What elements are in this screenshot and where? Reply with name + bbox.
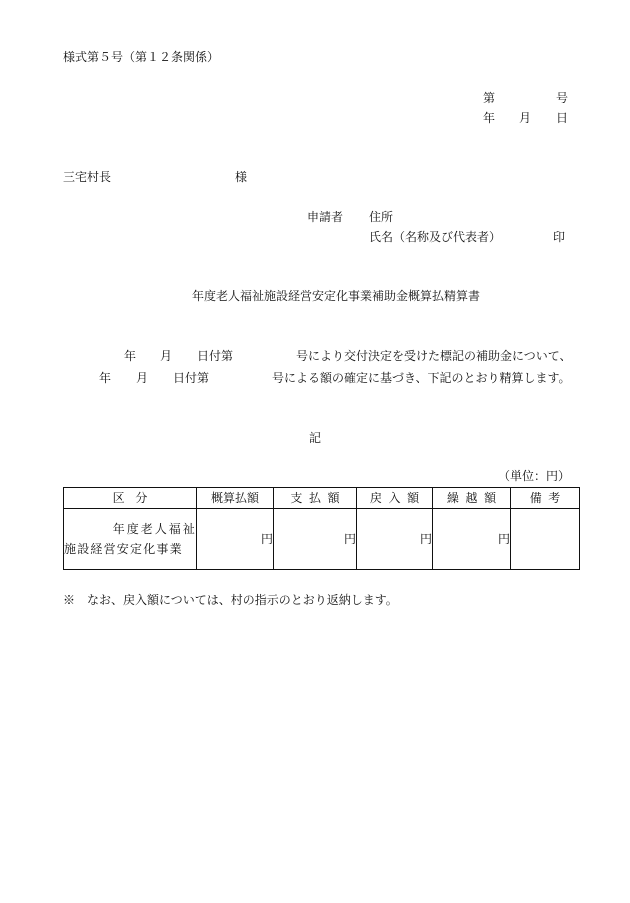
- body-line1-month: 月: [160, 349, 173, 363]
- advance-payment-amount: 円: [197, 509, 274, 570]
- body-line1-date-no: 日付第: [197, 349, 234, 363]
- doc-number-prefix: 第: [483, 91, 496, 105]
- table-header-row: [64, 488, 580, 509]
- body-line2-text: 号による額の確定に基づき、下記のとおり精算します。: [272, 371, 571, 385]
- header-refund: 戻入額: [357, 488, 433, 509]
- body-line2-month: 月: [136, 371, 149, 385]
- addressee-honorific: 様: [235, 170, 248, 184]
- applicant-label: 申請者: [307, 210, 344, 224]
- applicant-name-label: 氏名（名称及び代表者）: [369, 230, 502, 244]
- doc-date-month: 月: [519, 111, 532, 125]
- header-remarks: 備考: [511, 488, 580, 509]
- applicant-address-label: 住所: [369, 210, 394, 224]
- addressee-name: 三宅村長: [63, 170, 112, 184]
- body-line2-date-no: 日付第: [173, 371, 210, 385]
- header-advance-payment: 概算払額: [197, 488, 274, 509]
- remarks-cell: [511, 509, 580, 570]
- doc-number-suffix: 号: [556, 91, 569, 105]
- header-carryover: 繰越額: [433, 488, 511, 509]
- unit-label: （単位：円）: [498, 469, 571, 483]
- ki-heading: 記: [309, 431, 322, 445]
- payment-amount: 円: [274, 509, 357, 570]
- row-item-name: 年度老人福祉施設経営安定化事業: [64, 509, 197, 570]
- doc-date-day: 日: [556, 111, 569, 125]
- form-number: 様式第５号（第１２条関係）: [63, 50, 220, 64]
- body-line1-text: 号により交付決定を受けた標記の補助金について、: [296, 349, 572, 363]
- seal-mark: 印: [553, 230, 566, 244]
- document-title: 年度老人福祉施設経営安定化事業補助金概算払精算書: [192, 289, 481, 303]
- body-line2-year: 年: [99, 371, 112, 385]
- body-line1-year: 年: [124, 349, 137, 363]
- header-payment: 支払額: [274, 488, 357, 509]
- header-category: 区分: [64, 488, 197, 509]
- budget-table: [63, 487, 580, 570]
- carryover-amount: 円: [433, 509, 511, 570]
- table-row: [64, 509, 580, 570]
- doc-date-year: 年: [483, 111, 496, 125]
- refund-note: ※ なお、戻入額については、村の指示のとおり返納します。: [63, 593, 398, 607]
- refund-amount: 円: [357, 509, 433, 570]
